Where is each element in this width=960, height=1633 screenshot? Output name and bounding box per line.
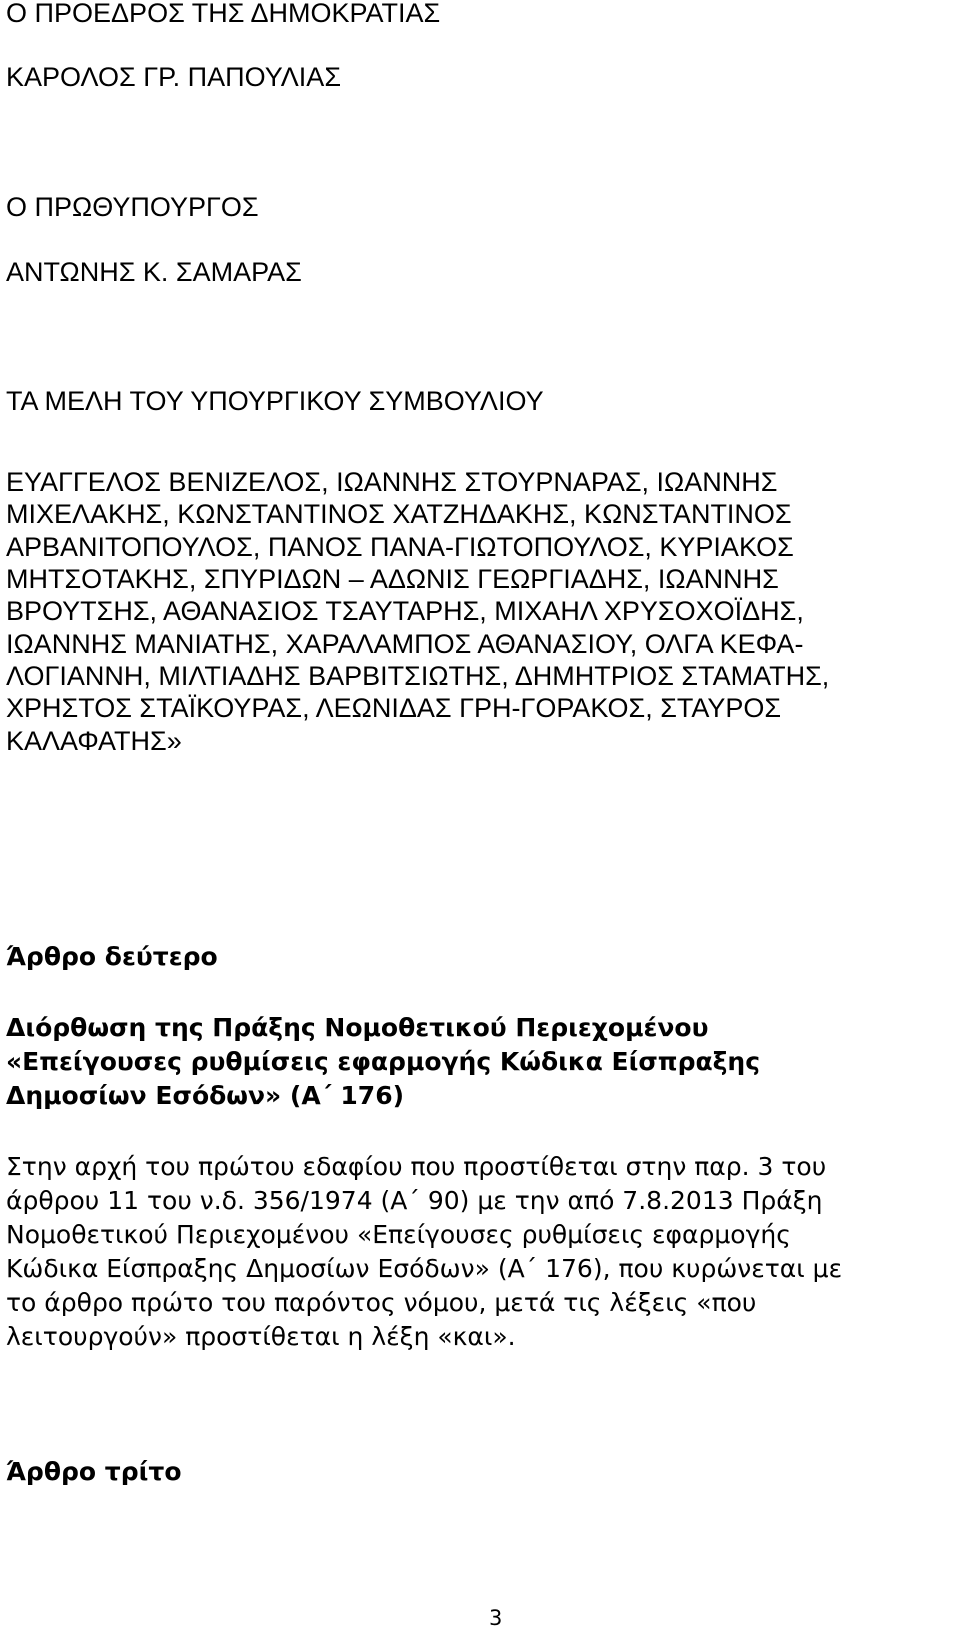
body-line: το άρθρο πρώτο του παρόντος νόμου, μετά τις λέξεις «που [6, 1288, 757, 1317]
cabinet-line: ΕΥΑΓΓΕΛΟΣ ΒΕΝΙΖΕΛΟΣ, ΙΩΑΝΝΗΣ ΣΤΟΥΡΝΑΡΑΣ, ΙΩΑΝΝΗΣ [6, 467, 778, 497]
body-line: Νομοθετικού Περιεχομένου «Επείγουσες ρυθμίσεις εφαρμογής [6, 1220, 791, 1249]
subtitle-line: Δημοσίων Εσόδων» (Α΄ 176) [6, 1081, 405, 1110]
cabinet-line: ΜΙΧΕΛΑΚΗΣ, ΚΩΝΣΤΑΝΤΙΝΟΣ ΧΑΤΖΗΔΑΚΗΣ, ΚΩΝΣΤΑΝΤΙΝΟΣ [6, 499, 792, 529]
president-name: ΚΑΡΟΛΟΣ ΓΡ. ΠΑΠΟΥΛΙΑΣ [6, 62, 342, 92]
cabinet-line: ΒΡΟΥΤΣΗΣ, ΑΘΑΝΑΣΙΟΣ ΤΣΑΥΤΑΡΗΣ, ΜΙΧΑΗΛ ΧΡΥΣΟΧΟΪΔΗΣ, [6, 596, 804, 626]
cabinet-line: ΛΟΓΙΑΝΝΗ, ΜΙΛΤΙΑΔΗΣ ΒΑΡΒΙΤΣΙΩΤΗΣ, ΔΗΜΗΤΡΙΟΣ ΣΤΑΜΑΤΗΣ, [6, 661, 830, 691]
cabinet-line: ΑΡΒΑΝΙΤΟΠΟΥΛΟΣ, ΠΑΝΟΣ ΠΑΝΑ-ΓΙΩΤΟΠΟΥΛΟΣ, ΚΥΡΙΑΚΟΣ [6, 532, 794, 562]
cabinet-line: ΚΑΛΑΦΑΤΗΣ» [6, 726, 182, 756]
cabinet-title: ΤΑ ΜΕΛΗ ΤΟΥ ΥΠΟΥΡΓΙΚΟΥ ΣΥΜΒΟΥΛΙΟΥ [6, 386, 544, 416]
body-line: Στην αρχή του πρώτου εδαφίου που προστίθεται στην παρ. 3 του [6, 1152, 827, 1181]
page-number: 3 [489, 1606, 503, 1630]
pm-title: Ο ΠΡΩΘΥΠΟΥΡΓΟΣ [6, 192, 259, 222]
president-title: Ο ΠΡΟΕΔΡΟΣ ΤΗΣ ΔΗΜΟΚΡΑΤΙΑΣ [6, 0, 441, 28]
article-2-heading: Άρθρο δεύτερο [6, 942, 218, 971]
body-line: Κώδικα Είσπραξης Δημοσίων Εσόδων» (Α΄ 176), που κυρώνεται με [6, 1254, 843, 1283]
article-3-heading: Άρθρο τρίτο [6, 1457, 182, 1486]
cabinet-line: ΜΗΤΣΟΤΑΚΗΣ, ΣΠΥΡΙΔΩΝ – ΑΔΩΝΙΣ ΓΕΩΡΓΙΑΔΗΣ, ΙΩΑΝΝΗΣ [6, 564, 779, 594]
pm-name: ΑΝΤΩΝΗΣ Κ. ΣΑΜΑΡΑΣ [6, 257, 302, 287]
body-line: άρθρου 11 του ν.δ. 356/1974 (Α΄ 90) με την από 7.8.2013 Πράξη [6, 1186, 823, 1215]
cabinet-line: ΙΩΑΝΝΗΣ ΜΑΝΙΑΤΗΣ, ΧΑΡΑΛΑΜΠΟΣ ΑΘΑΝΑΣΙΟΥ, ΟΛΓΑ ΚΕΦΑ- [6, 629, 804, 659]
cabinet-line: ΧΡΗΣΤΟΣ ΣΤΑΪΚΟΥΡΑΣ, ΛΕΩΝΙΔΑΣ ΓΡΗ-ΓΟΡΑΚΟΣ, ΣΤΑΥΡΟΣ [6, 693, 782, 723]
subtitle-line: Διόρθωση της Πράξης Νομοθετικού Περιεχομένου [6, 1013, 709, 1042]
body-line: λειτουργούν» προστίθεται η λέξη «και». [6, 1322, 516, 1351]
subtitle-line: «Επείγουσες ρυθμίσεις εφαρμογής Κώδικα Είσπραξης [6, 1047, 761, 1076]
